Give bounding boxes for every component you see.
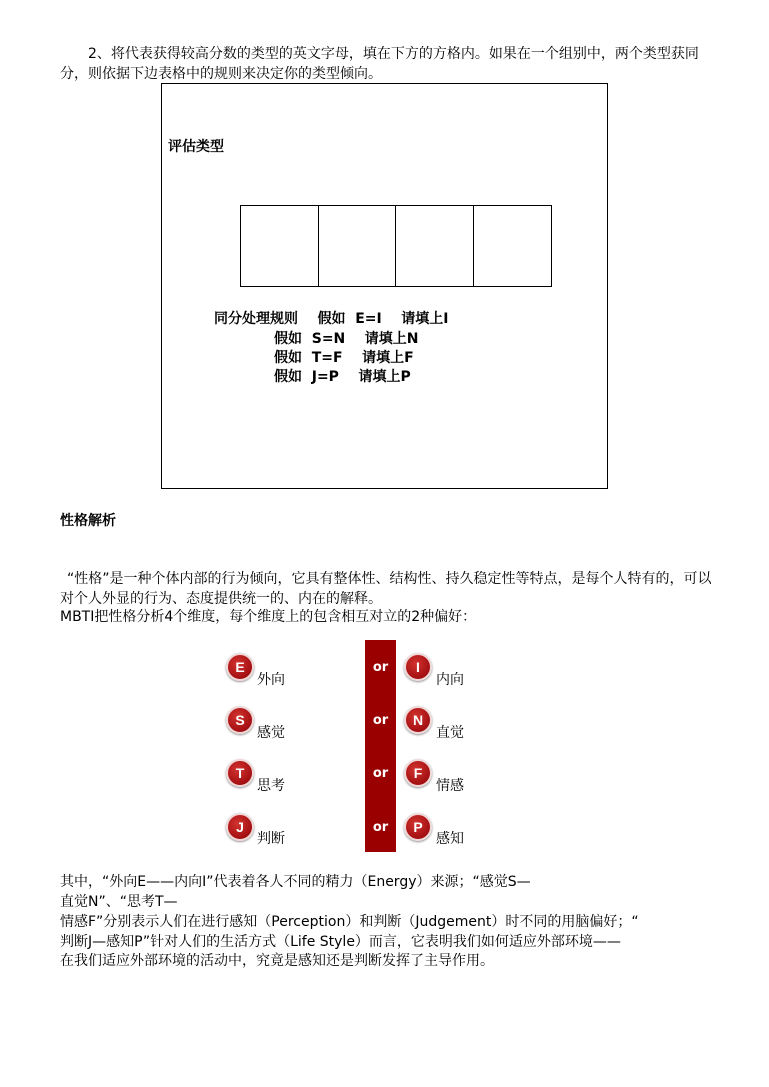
tie-rule-jp: 假如 J=P 请填上P — [274, 369, 411, 385]
intro-paragraph: 2、将代表获得较高分数的类型的英文字母，填在下方的方格内。如果在一个组别中，两个类型获同分，则依据下边表格中的规则来决定你的类型倾向。 — [60, 46, 699, 82]
n-badge-icon: N — [404, 706, 432, 734]
e-badge-icon: E — [226, 653, 254, 681]
type-cell-3[interactable] — [395, 205, 474, 287]
introversion-label: 内向 — [436, 672, 464, 688]
or-separator: or — [372, 820, 389, 835]
tie-rule-ei: 同分处理规则 假如 E=I 请填上I — [214, 311, 449, 327]
closing-line-1: 其中，“外向E——内向I”代表着各人不同的精力（Energy）来源；“感觉S— — [60, 874, 531, 890]
dimension-intro: MBTI把性格分析4个维度，每个维度上的包含相互对立的2种偏好： — [60, 609, 477, 625]
tie-rule-sn: 假如 S=N 请填上N — [274, 331, 419, 347]
s-badge-icon: S — [226, 706, 254, 734]
extraversion-label: 外向 — [257, 672, 285, 688]
t-badge-icon: T — [226, 759, 254, 787]
type-cell-4[interactable] — [473, 205, 552, 287]
section-heading: 性格解析 — [60, 513, 116, 529]
or-separator: or — [372, 713, 389, 728]
type-cell-1[interactable] — [240, 205, 319, 287]
or-separator: or — [372, 660, 389, 675]
sensing-label: 感觉 — [257, 725, 285, 741]
i-badge-icon: I — [404, 653, 432, 681]
tie-rule-tf: 假如 T=F 请填上F — [274, 350, 414, 366]
closing-line-5: 在我们适应外部环境的活动中，究竟是感知还是判断发挥了主导作用。 — [60, 953, 494, 969]
description-paragraph: “性格”是一种个体内部的行为倾向，它具有整体性、结构性、持久稳定性等特点，是每个人特有的，可以对个人外显的行为、态度提供统一的、内在的解释。 — [60, 571, 712, 607]
closing-line-4: 判断J—感知P”针对人们的生活方式（Life Style）而言，它表明我们如何适应外部环境—— — [60, 934, 621, 950]
f-badge-icon: F — [404, 759, 432, 787]
or-separator: or — [372, 766, 389, 781]
perceiving-label: 感知 — [436, 831, 464, 847]
type-cell-2[interactable] — [318, 205, 397, 287]
type-entry-grid — [240, 205, 552, 287]
closing-line-3: 情感F”分别表示人们在进行感知（Perception）和判断（Judgement）时不同的用脑偏好；“ — [60, 914, 639, 930]
judging-label: 判断 — [257, 831, 285, 847]
closing-line-2: 直觉N”、“思考T— — [60, 894, 178, 910]
p-badge-icon: P — [404, 813, 432, 841]
feeling-label: 情感 — [436, 778, 464, 794]
intuition-label: 直觉 — [436, 725, 464, 741]
or-divider-bar — [365, 640, 396, 852]
assessment-title: 评估类型 — [168, 139, 224, 155]
assessment-box — [161, 83, 608, 489]
thinking-label: 思考 — [257, 778, 285, 794]
j-badge-icon: J — [226, 813, 254, 841]
